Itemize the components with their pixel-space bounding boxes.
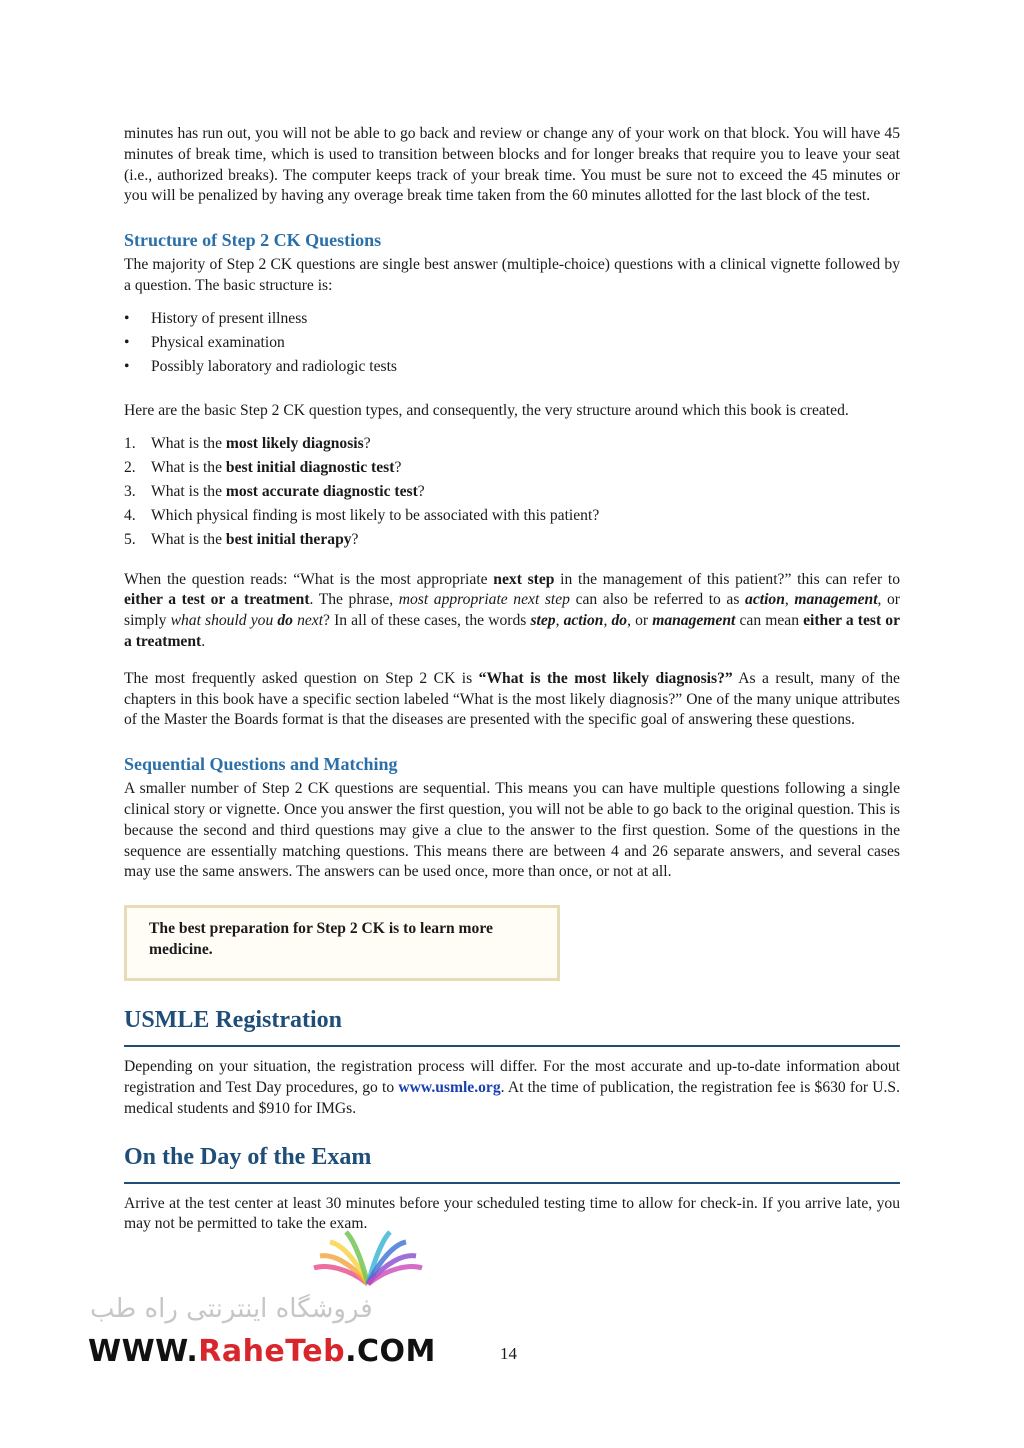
question-types-intro: Here are the basic Step 2 CK question types, and consequently, the very structure around which this book is created.	[124, 401, 849, 419]
question-type-item: 5. What is the best initial therapy?	[124, 528, 900, 552]
raheteb-watermark	[88, 1228, 436, 1378]
list-number: 3.	[124, 482, 136, 500]
registration-heading: USMLE Registration	[124, 1005, 900, 1047]
bullet-item: • Possibly laboratory and radiologic tests	[124, 355, 900, 379]
usmle-link[interactable]: www.usmle.org	[398, 1078, 501, 1096]
list-number: 1.	[124, 434, 136, 452]
tip-callout-text: The best preparation for Step 2 CK is to learn more medicine.	[149, 920, 493, 959]
list-number: 5.	[124, 530, 136, 548]
exam-day-paragraph: Arrive at the test center at least 30 minutes before your scheduled testing time to allow for check-in. If you arrive late, you may not be permitted to take the exam.	[124, 1194, 900, 1233]
page-number: 14	[500, 1344, 517, 1363]
structure-intro: The majority of Step 2 CK questions are single best answer (multiple-choice) questions with a clinical vignette followed by a question. The basic structure is:	[124, 256, 900, 294]
watermark-url: WWW.RaheTeb.COM	[88, 1334, 436, 1369]
book-logo-icon	[308, 1228, 428, 1290]
question-type-item: 1. What is the most likely diagnosis?	[124, 432, 900, 456]
most-frequent-paragraph: The most frequently asked question on Step 2 CK is “What is the most likely diagnosis?” As a result, many of the chapters in this book have a specific section labeled “What is the most likely diagnosis?” One of the many unique attributes of the Master the Boards format is that the diseases are presented with the specific goal of answering these questions.	[124, 669, 900, 729]
sequential-heading: Sequential Questions and Matching	[124, 754, 398, 775]
question-types-list	[124, 432, 900, 552]
question-type-item: 2. What is the best initial diagnostic test?	[124, 456, 900, 480]
intro-paragraph: minutes has run out, you will not be able to go back and review or change any of your work on that block. You will have 45 minutes of break time, which is used to transition between blocks and for longer breaks that require you to leave your seat (i.e., authorized breaks). The computer keeps track of your break time. You must be sure not to exceed the 45 minutes or you will be penalized by having any overage break time taken from the 60 minutes allotted for the last block of the test.	[124, 125, 900, 205]
question-type-item: 3. What is the most accurate diagnostic test?	[124, 480, 900, 504]
list-number: 4.	[124, 506, 136, 524]
question-type-item: 4. Which physical finding is most likely to be associated with this patient?	[124, 504, 900, 528]
exam-day-heading: On the Day of the Exam	[124, 1142, 900, 1184]
sequential-paragraph: A smaller number of Step 2 CK questions are sequential. This means you can have multiple questions following a single clinical story or vignette. Once you answer the first question, you will not be able to go back to the original question. This is because the second and third questions may give a clue to the answer to the first question. Some of the questions in the sequence are essentially matching questions. This means there are between 4 and 26 separate answers, and several cases may use the same answers. The answers can be used once, more than once, or not at all.	[124, 780, 900, 881]
tip-callout-box	[124, 905, 560, 981]
next-step-paragraph: When the question reads: “What is the most appropriate next step in the management of this patient?” this can refer to either a test or a treatment. The phrase, most appropriate next step can also be referred to as action, management, or simply what should you do next? In all of these cases, the words step, action, do, or management can mean either a test or a treatment.	[124, 570, 901, 650]
bullet-item: • Physical examination	[124, 331, 900, 355]
structure-bullet-list	[124, 307, 900, 379]
list-number: 2.	[124, 458, 136, 476]
bullet-item: • History of present illness	[124, 307, 900, 331]
structure-heading: Structure of Step 2 CK Questions	[124, 230, 382, 251]
watermark-persian-text: فروشگاه اینترنتی راه طب	[90, 1294, 373, 1324]
page-body	[124, 124, 900, 1235]
registration-paragraph: Depending on your situation, the registration process will differ. For the most accurate and up-to-date information about registration and Test Day procedures, go to www.usmle.org. At the time of publication, the registration fee is $630 for U.S. medical students and $910 for IMGs.	[124, 1058, 901, 1117]
